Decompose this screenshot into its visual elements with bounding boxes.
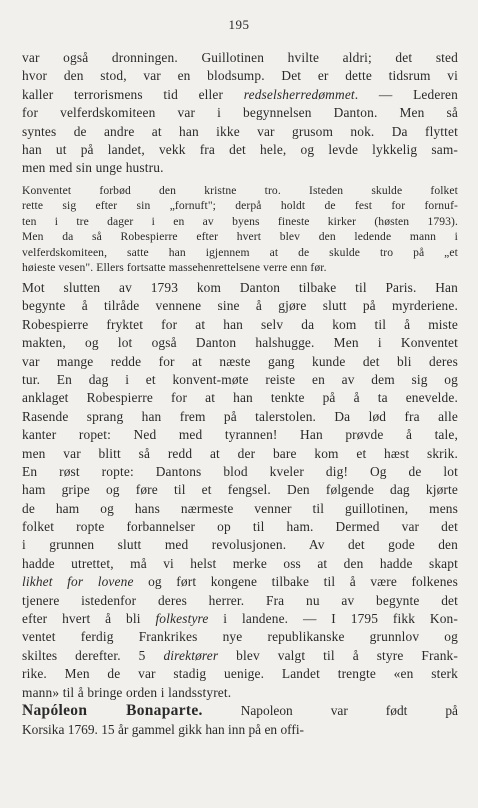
para2-line: [22, 647, 458, 665]
para2-line: var mange redde for at næste gang kunde det bli deres: [22, 353, 458, 369]
section-first-line-text: Napoleon var født på: [240, 703, 458, 718]
note-religion: [22, 183, 458, 275]
page-number: 195: [228, 17, 250, 32]
para2-line: rike. Men de var stadig uenige. Landet trengte «en sterk: [22, 666, 458, 682]
para2-line: hadde utrettet, må vi helst merke oss at den hadde skapt: [22, 555, 458, 571]
text-run: kaller terrorismens tid eller: [22, 86, 244, 102]
note-line: høieste vesen". Ellers fortsatte massehenrettelsene verre enn før.: [22, 260, 327, 274]
note-line: Konventet forbød den kristne tro. Isteden skulde folket: [22, 184, 458, 197]
para2-line: folket ropte forbannelser op til ham. Dermed var det: [22, 519, 458, 535]
para2-line: mann» til å bringe orden i landsstyret.: [22, 684, 232, 700]
para2-line: [22, 573, 458, 591]
para2-line: Mot slutten av 1793 kom Danton tilbake til Paris. Han: [22, 280, 458, 295]
section-napoleon: [22, 701, 458, 739]
note-line: velferdskomiteen, satte han igjennem at de skulde tro på „et: [22, 245, 458, 259]
text-run: efter hvert å bli: [22, 611, 156, 627]
italic-term: redselsherredømmet: [243, 86, 355, 102]
para1-line: men med sin unge hustru.: [22, 160, 164, 176]
para2-line: Robespierre fryktet for at han selv da kom til å miste: [22, 316, 458, 332]
para1-line: [22, 86, 458, 104]
para2-line: de ham og hans nærmeste venner til guillotinen, mens: [22, 500, 458, 516]
para2-line: En røst ropte: Dantons blod kveler dig! Og de lot: [22, 463, 458, 479]
para1-line: var også dronningen. Guillotinen hvilte aldri; det sted: [22, 50, 458, 65]
text-run: og ført kongene tilbake til å være folkenes: [133, 574, 458, 590]
para2-line: ventet ferdig Frankrikes nye republikanske grunnlov og: [22, 629, 458, 645]
para2-line: makten, og lot også Danton halshugge. Men i Konventet: [22, 335, 458, 351]
para2-line: tur. En dag i et konvent-møte reiste en av dem sig og: [22, 371, 458, 387]
text-run: i landene. — I 1795 fikk Kon-: [208, 611, 458, 627]
paragraph-robespierre: [22, 279, 458, 702]
para2-line: begynte å tilråde vennene sine å gjøre slutt på myrderiene.: [22, 298, 458, 314]
note-line: ten i tre dager i en av byens fineste kirker (høsten 1793).: [22, 214, 458, 228]
para2-line: kanter ropet: Ned med tyrannen! Han prøvde å tale,: [22, 427, 458, 443]
para2-line: Rasende sprang han frem på talerstolen. Da lød fra alle: [22, 408, 458, 424]
para2-line: tjenere istedenfor deres herrer. Fra nu av begynte det: [22, 592, 458, 608]
para2-line: ham gripe og føre til et fengsel. Den følgende dag kjørte: [22, 482, 458, 498]
para2-line: men var blitt så redd at der bare kom et hæst skrik.: [22, 445, 458, 461]
para2-line: anklaget Robespierre for at han tenkte på å ta enevelde.: [22, 390, 458, 406]
para2-line: i grunnen slutt med revolusjonen. Av det gode den: [22, 537, 458, 553]
note-line: rette sig efter sin „fornuft"; derpå holdt de fest for fornuf-: [22, 199, 458, 213]
italic-term: direktører: [163, 647, 219, 663]
para1-line: syntes de andre at han ikke var grusom nok. Da flyttet: [22, 123, 458, 139]
italic-term: folkestyre: [155, 611, 209, 627]
para1-line: han ut på landet, vekk fra det hele, og levde lykkelig sam-: [22, 141, 458, 157]
para1-line: hvor den stod, var en blodsump. Det er dette tidsrum vi: [22, 68, 458, 84]
para2-line: [22, 610, 458, 628]
section-line: Korsika 1769. 15 år gammel gikk han inn på en offi-: [22, 722, 305, 737]
text-run: skiltes derefter. 5: [22, 647, 164, 663]
section-first-line: [22, 701, 458, 720]
paragraph-terror: [22, 49, 458, 178]
section-heading: Napóleon Bonaparte.: [22, 702, 203, 719]
note-line: Men da så Robespierre efter hvert blev den ledende mann i: [22, 230, 458, 244]
text-run: blev valgt til å styre Frank-: [218, 647, 458, 663]
italic-term: likhet for lovene: [22, 574, 134, 590]
text-run: . — Lederen: [354, 86, 458, 102]
para1-line: for velferdskomiteen var i begynnelsen Danton. Men så: [22, 105, 458, 121]
